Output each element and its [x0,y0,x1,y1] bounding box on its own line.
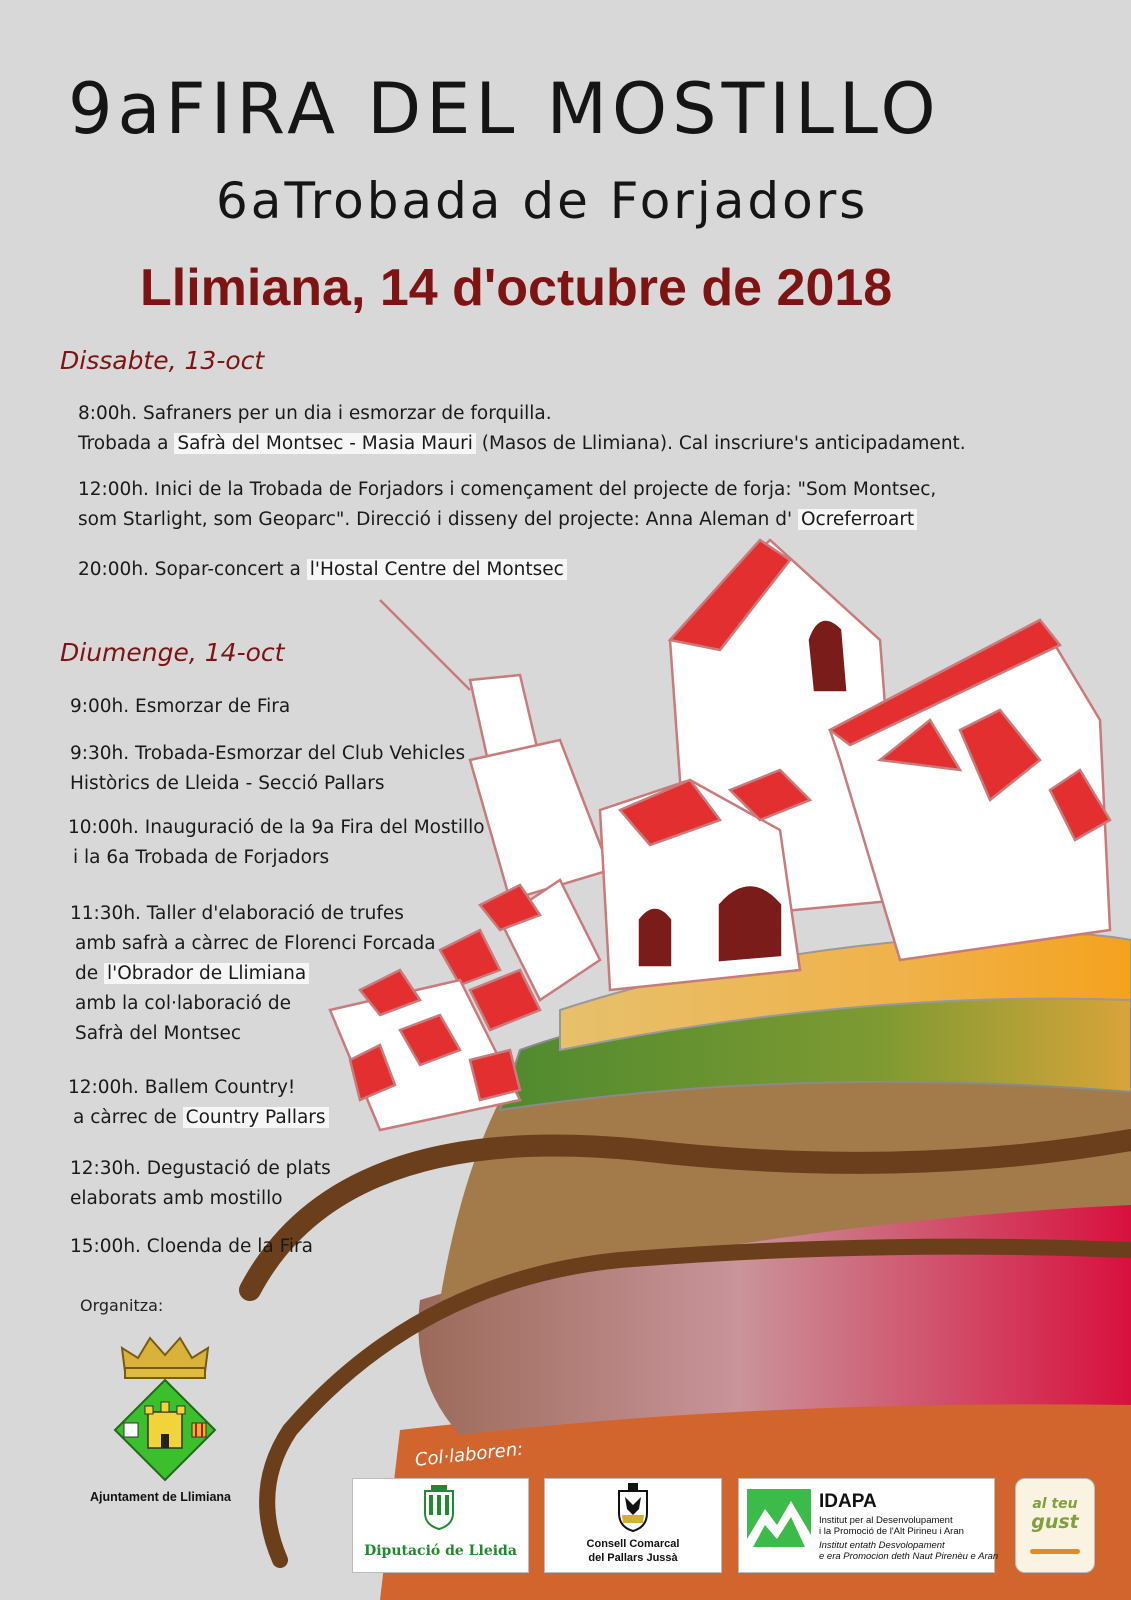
line: 10:00h. Inauguració de la 9a Fira del Mostillo [68,817,485,838]
line: elaborats amb mostillo [70,1188,283,1209]
text: de [75,963,105,984]
logo-consell-comarcal [544,1478,722,1573]
idapa-mountain-icon [747,1489,811,1549]
sat-event-3-line1 [78,555,567,585]
consell-line1: Consell Comarcal [586,1538,680,1550]
sun-event-1: 9:00h. Esmorzar de Fira [70,696,291,717]
line: 12:00h. Ballem Country! [68,1077,296,1098]
highlight-hostal: l'Hostal Centre del Montsec [307,559,567,580]
place-date: Llimiana, 14 d'octubre de 2018 [140,259,893,317]
al-teu-gust-line1: al teu [1032,1496,1078,1512]
logo-al-teu-gust [1015,1478,1095,1573]
collaborators-label: Col·laboren: [413,1438,525,1471]
line: 12:30h. Degustació de plats [70,1158,331,1179]
consell-eagle-icon [613,1483,653,1533]
sat-event-1-line2 [78,429,966,459]
text: Trobada a [78,433,175,454]
al-teu-gust-text [1016,1495,1094,1531]
coat-of-arms-icon [110,1330,220,1485]
idapa-line4: e era Promocion deth Naut Pirenèu e Aran [819,1551,999,1562]
main-title: 9aFIRA DEL MOSTILLO [68,68,941,150]
line: Safrà del Montsec [75,1023,242,1044]
sunday-heading: Diumenge, 14-oct [60,638,285,667]
sun-event-6 [70,1154,331,1214]
sat-event-2-line2 [78,505,936,535]
highlight-obrador: l'Obrador de Llimiana [104,963,309,984]
line: 9:30h. Trobada-Esmorzar del Club Vehicles [70,743,466,764]
text: som Starlight, som Geoparc". Direcció i disseny del projecte: Anna Aleman d' [78,509,798,530]
sun-event-4 [70,899,436,1049]
sat-event-3 [78,555,567,585]
line: amb safrà a càrrec de Florenci Forcada [75,933,436,954]
text: (Masos de Llimiana). Cal inscriure's anticipadament. [475,433,966,454]
sat-event-2-line1: 12:00h. Inici de la Trobada de Forjadors i començament del projecte de forja: "Som Montsec, [78,479,937,500]
idapa-name: IDAPA [819,1491,877,1512]
sat-event-2 [78,475,936,535]
sun-event-7: 15:00h. Cloenda de la Fira [70,1236,313,1257]
line [70,959,436,989]
line [68,1103,329,1133]
sat-event-1-line1: 8:00h. Safraners per un dia i esmorzar de forquilla. [78,403,552,424]
line: i la 6a Trobada de Forjadors [73,847,330,868]
sun-event-5 [68,1073,329,1133]
logo-diputacio-lleida [352,1478,529,1573]
al-teu-gust-underline [1030,1549,1080,1554]
text: 20:00h. Sopar-concert a [78,559,307,580]
text: a càrrec de [73,1107,183,1128]
idapa-line3: Institut entath Desvolopament [819,1540,945,1551]
consell-text [545,1537,721,1565]
highlight-ocreferroart: Ocreferroart [798,509,917,530]
line: 11:30h. Taller d'elaboració de trufes [70,903,404,924]
saturday-heading: Dissabte, 13-oct [60,346,265,375]
diputacio-text: Diputació de Lleida [364,1543,517,1559]
sat-event-1 [78,399,966,459]
subtitle: 6aTrobada de Forjadors [216,172,869,230]
al-teu-gust-line2: gust [1031,1511,1079,1533]
idapa-line2: i la Promoció de l'Alt Pirineu i Aran [819,1526,964,1537]
highlight-place: Safrà del Montsec - Masia Mauri [174,433,476,454]
sun-event-2 [70,739,465,799]
organizer-name: Ajuntament de Llimiana [90,1490,231,1504]
highlight-country: Country Pallars [183,1107,329,1128]
idapa-line1: Institut per al Desenvolupament [819,1515,953,1526]
line: Històrics de Lleida - Secció Pallars [70,773,385,794]
sun-event-3 [68,813,485,873]
idapa-description [819,1515,998,1562]
logo-idapa [738,1478,999,1573]
diputacio-shield-icon [421,1485,457,1531]
organizer-label: Organitza: [80,1296,164,1315]
consell-line2: del Pallars Jussà [588,1552,678,1564]
line: amb la col·laboració de [75,993,291,1014]
